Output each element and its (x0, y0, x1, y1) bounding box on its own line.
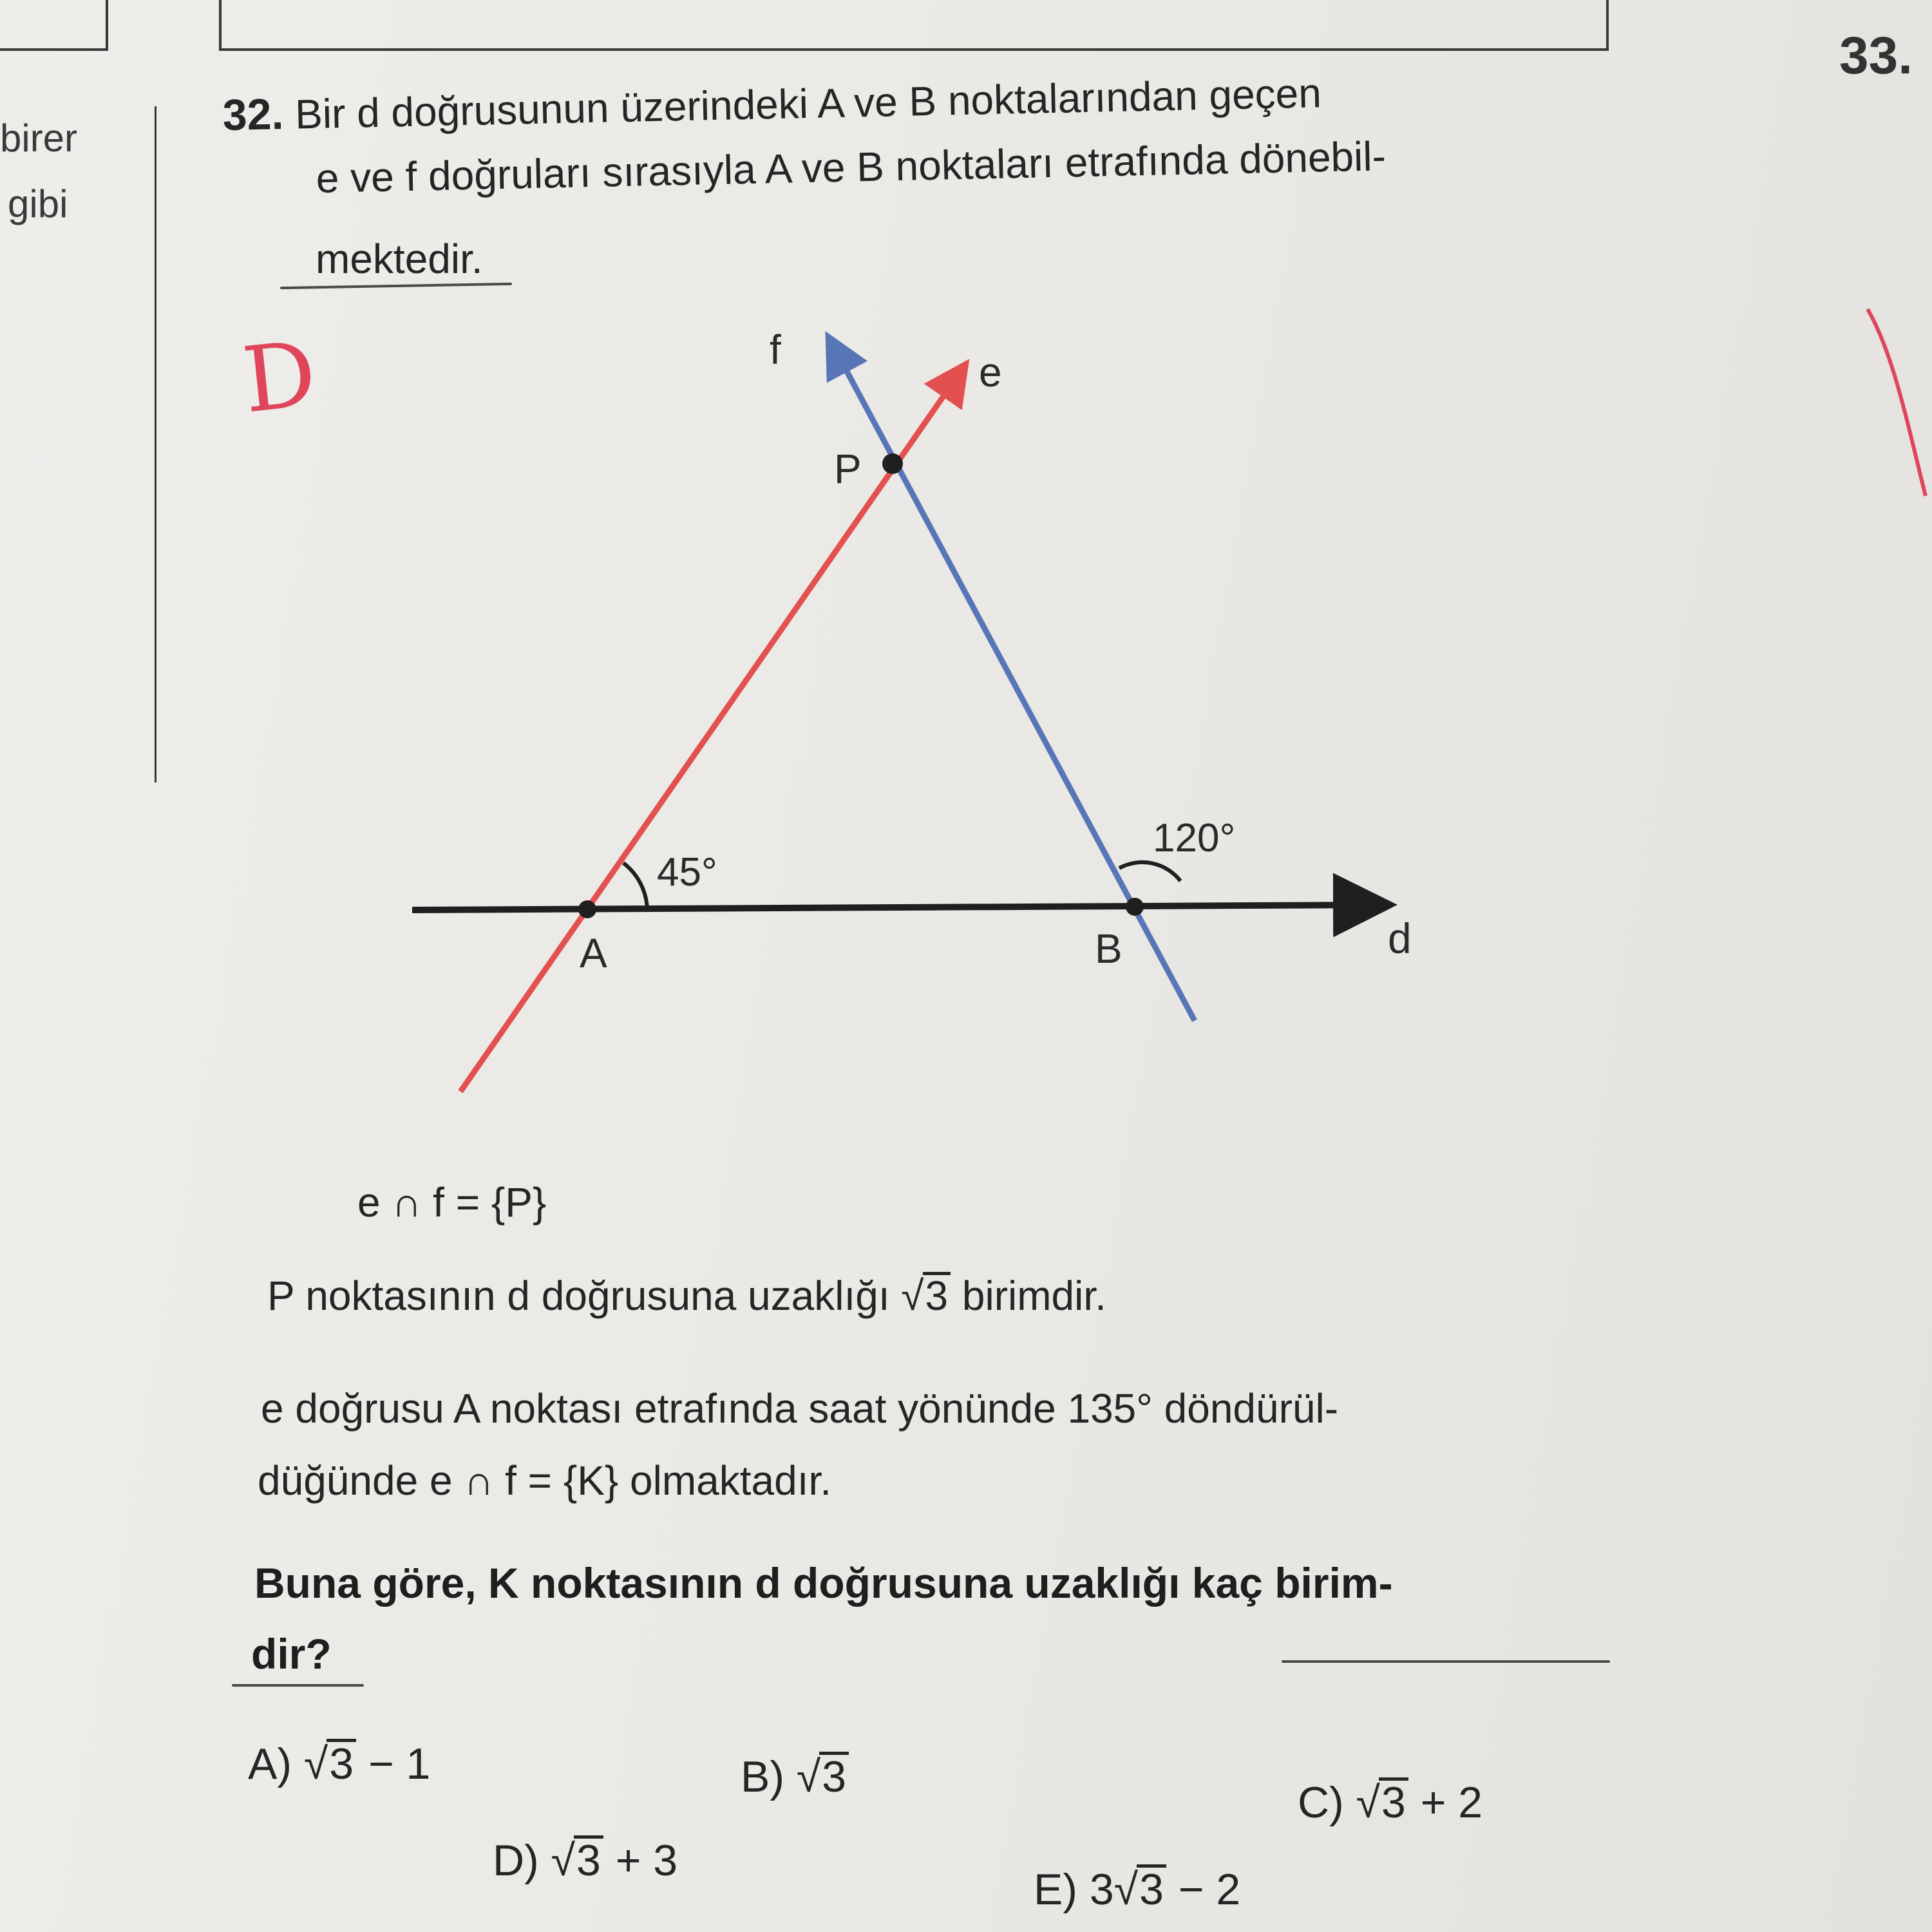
stem-line-3: mektedir. (316, 236, 483, 282)
option-D-suffix: + 3 (603, 1836, 678, 1885)
line-d (412, 905, 1385, 910)
option-C-prefix: C) (1298, 1778, 1356, 1827)
point-B (1126, 898, 1144, 916)
point-A (578, 900, 596, 918)
red-pen-stroke (1855, 303, 1932, 509)
intersection-line: e ∩ f = {P} (357, 1179, 547, 1226)
option-C[interactable] (1298, 1777, 1482, 1828)
option-C-suffix: + 2 (1408, 1778, 1483, 1827)
angle-label-B: 120° (1153, 816, 1236, 860)
sqrt-sign: √ (303, 1739, 328, 1788)
angle-arc-B (1119, 862, 1180, 881)
option-D-radicand: 3 (574, 1835, 603, 1882)
option-D[interactable] (493, 1835, 677, 1886)
rotation-line-1: e doğrusu A noktası etrafında saat yönünde 135° döndürül- (261, 1385, 1339, 1432)
stem-line-2: e ve f doğruları sırasıyla A ve B noktaları etrafında dönebil- (316, 133, 1387, 202)
label-d: d (1388, 914, 1412, 962)
option-B-prefix: B) (741, 1752, 797, 1801)
option-A-radicand: 3 (327, 1739, 356, 1786)
line-f (831, 341, 1195, 1021)
line-e (460, 368, 963, 1092)
option-E-prefix: E) (1034, 1865, 1090, 1914)
label-f: f (770, 327, 781, 373)
label-B: B (1095, 925, 1122, 972)
sqrt-sign: √ (901, 1273, 924, 1319)
question-number: 32. (222, 90, 285, 140)
option-E-radicand: 3 (1137, 1864, 1166, 1911)
question-ask-line-1: Buna göre, K noktasının d doğrusuna uzaklığı kaç birim- (254, 1559, 1393, 1607)
sqrt-sign: √ (1356, 1778, 1380, 1827)
distance-text-after: birimdir. (951, 1273, 1106, 1319)
option-A-prefix: A) (248, 1739, 304, 1788)
option-E[interactable] (1034, 1864, 1240, 1915)
label-P: P (834, 446, 862, 492)
ask-underline-right (1282, 1660, 1610, 1663)
option-A[interactable] (248, 1739, 430, 1789)
distance-radicand: 3 (923, 1272, 951, 1316)
point-P (882, 453, 903, 474)
option-D-prefix: D) (493, 1836, 551, 1885)
margin-word-1: birer (0, 117, 78, 160)
distance-text-before: P noktasının d doğrusuna uzaklığı (267, 1273, 902, 1319)
option-C-radicand: 3 (1379, 1777, 1408, 1824)
sqrt-sign: √ (551, 1836, 575, 1885)
angle-label-A: 45° (657, 850, 717, 895)
ask-underline-left (232, 1684, 364, 1687)
label-e: e (979, 349, 1002, 395)
option-E-suffix: − 2 (1166, 1865, 1241, 1914)
rotation-line-2: düğünde e ∩ f = {K} olmaktadır. (258, 1457, 832, 1504)
handwritten-answer-mark: D (238, 321, 321, 434)
distance-line (267, 1272, 1106, 1320)
margin-word-2: gibi (8, 182, 68, 225)
option-A-suffix: − 1 (356, 1739, 431, 1788)
next-question-number: 33. (1839, 26, 1913, 85)
question-ask-line-2: dir? (251, 1630, 332, 1678)
option-B-radicand: 3 (819, 1752, 849, 1799)
stem-text-1: Bir d doğrusunun üzerindeki A ve B noktalarından geçen (294, 70, 1322, 138)
sqrt-sign: √ (796, 1752, 821, 1801)
option-B[interactable] (741, 1752, 849, 1802)
option-E-coef: 3 (1089, 1865, 1114, 1914)
label-A: A (580, 930, 607, 976)
angle-arc-A (623, 863, 647, 909)
sqrt-sign: √ (1113, 1865, 1139, 1914)
